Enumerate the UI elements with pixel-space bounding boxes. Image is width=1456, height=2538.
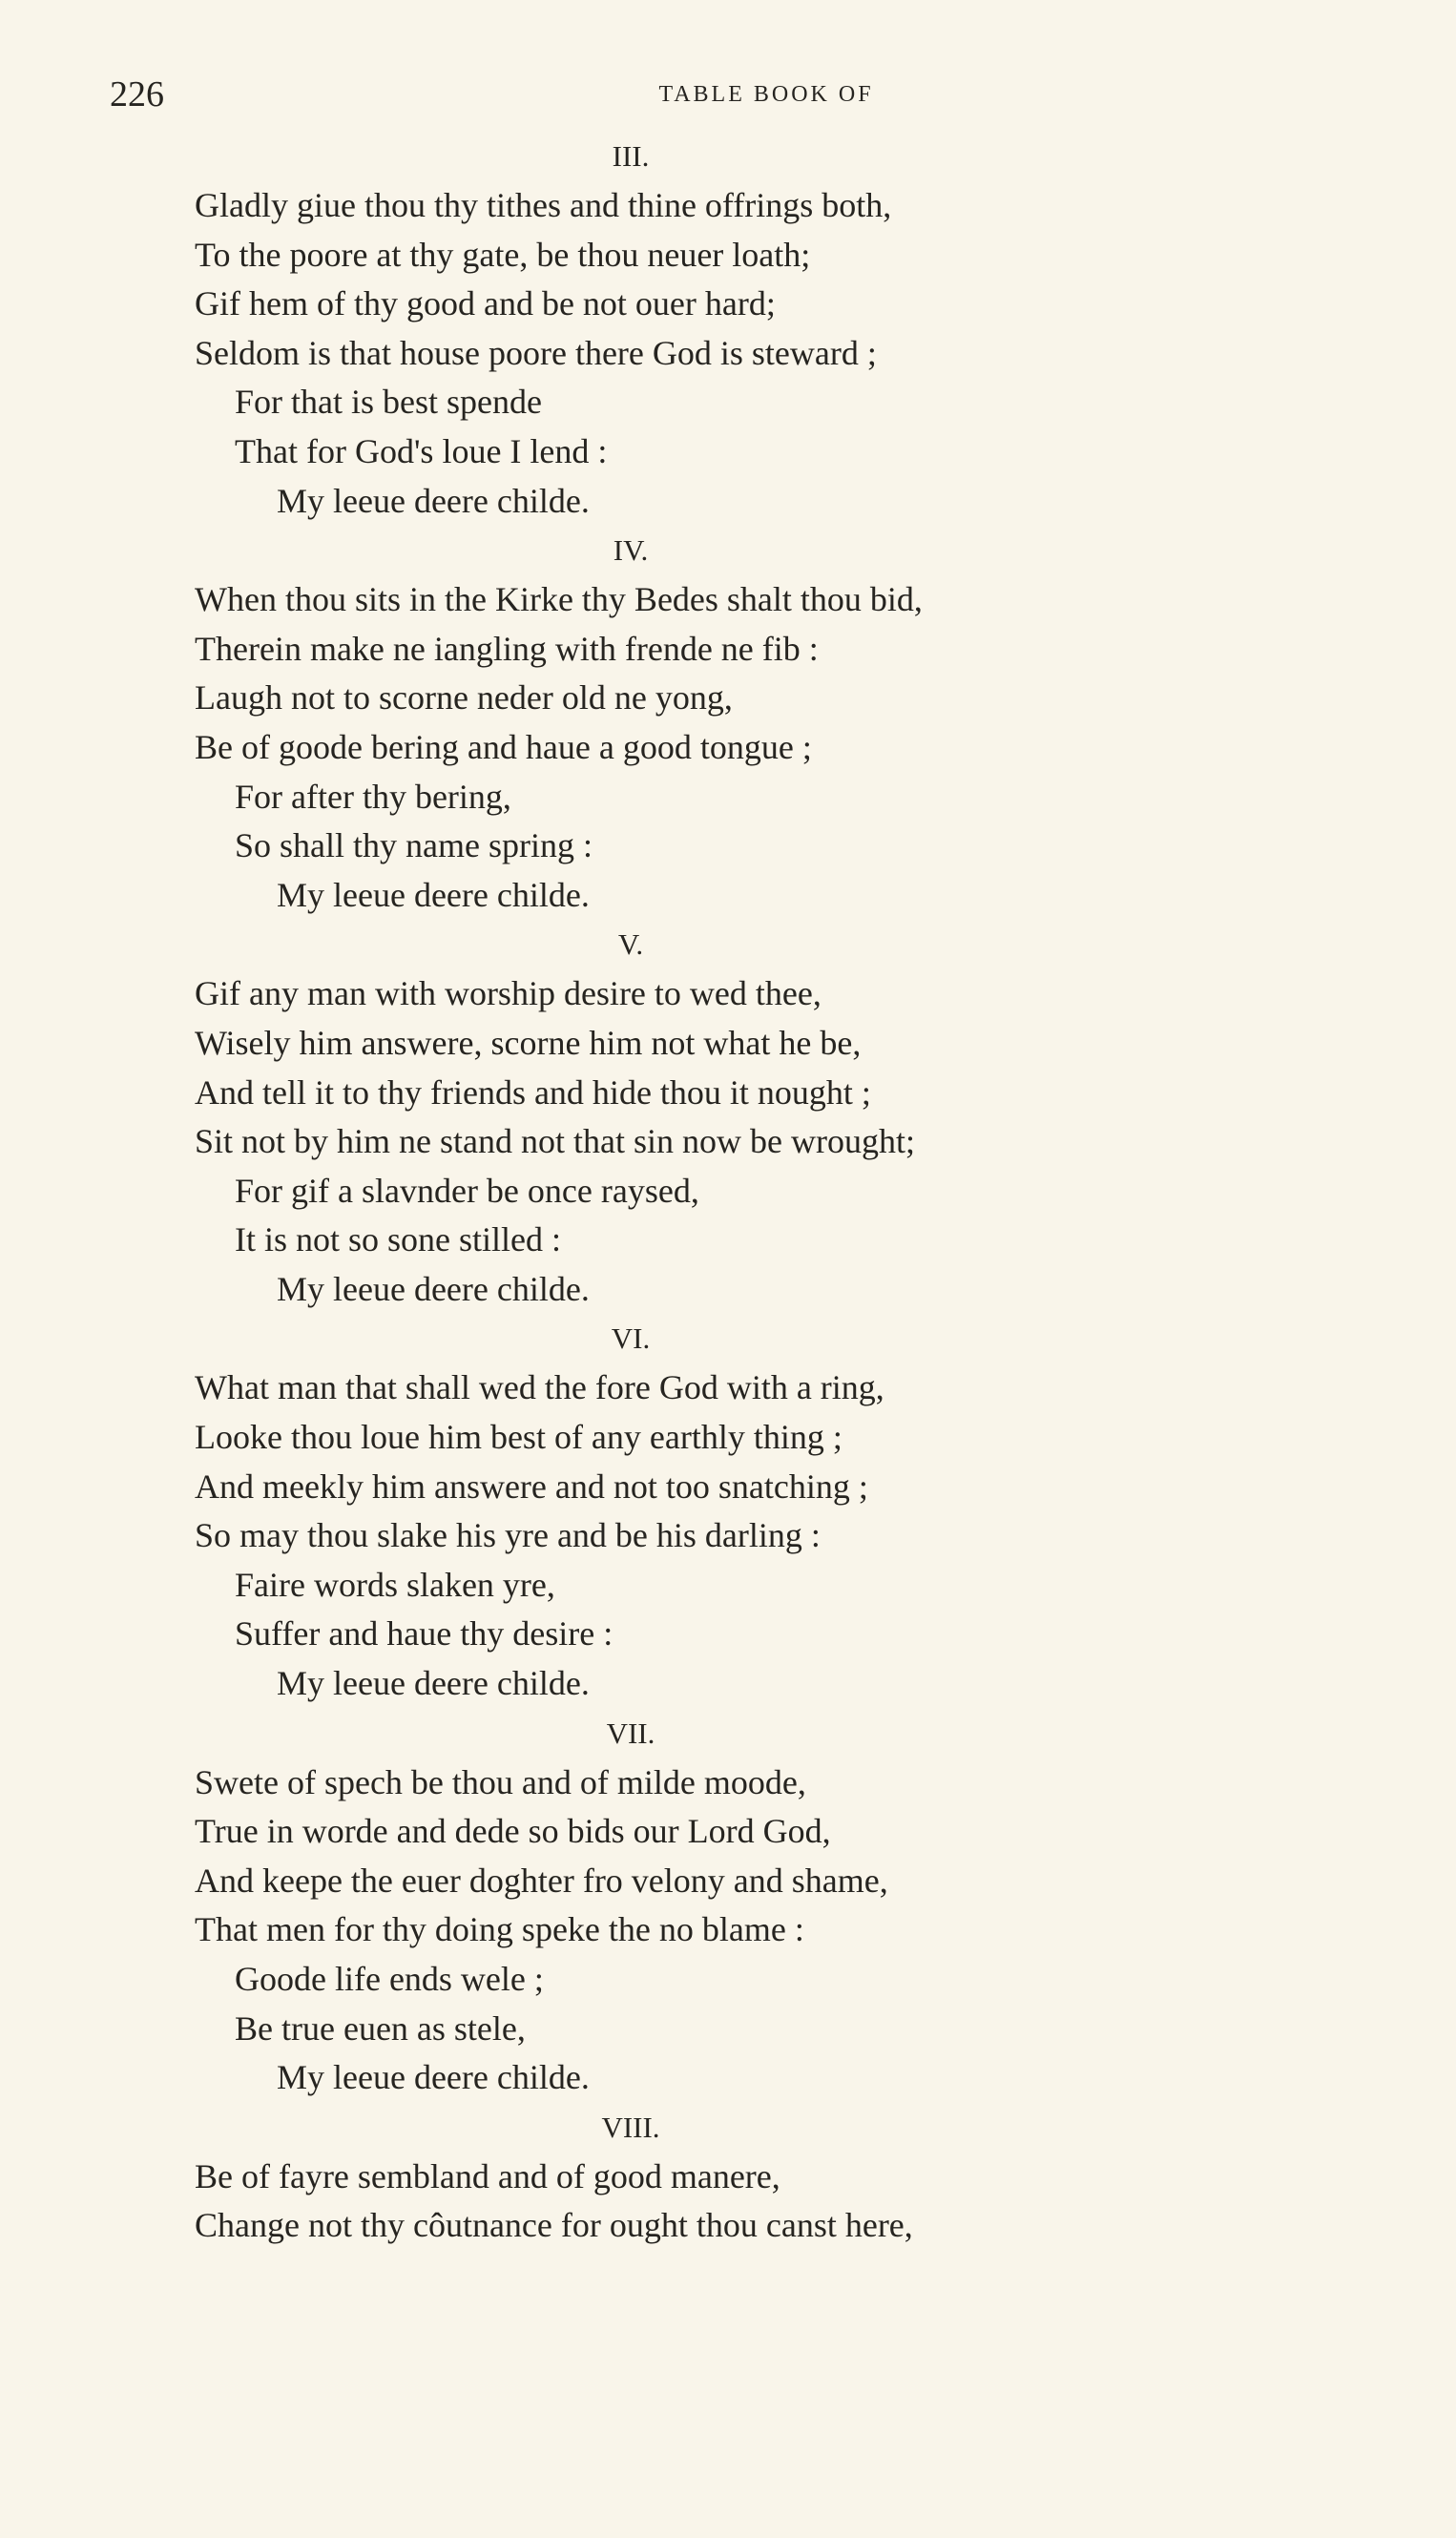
page-number: 226 — [110, 74, 164, 114]
refrain-line: My leeue deere childe. — [277, 2058, 590, 2097]
refrain-line: My leeue deere childe. — [277, 481, 590, 520]
stanza — [195, 1314, 1292, 1708]
stanza — [195, 132, 1292, 526]
verse-line: Be of goode bering and haue a good tongue ; — [195, 727, 812, 766]
verse-line: Laugh not to scorne neder old ne yong, — [195, 678, 733, 718]
stanza-number: VIII. — [601, 2110, 660, 2144]
running-title: TABLE BOOK OF — [658, 82, 874, 107]
stanza-number: VI. — [611, 1321, 651, 1356]
verse-line: And tell it to thy friends and hide thou it nought ; — [195, 1072, 871, 1112]
stanza-number: III. — [612, 139, 650, 173]
stanza — [195, 920, 1292, 1314]
verse-line: And meekly him answere and not too snatching ; — [195, 1467, 868, 1506]
stanza — [195, 2103, 1292, 2251]
verse-line: Looke thou loue him best of any earthly thing ; — [195, 1418, 842, 1457]
verse-line: Be true euen as stele, — [235, 2008, 526, 2048]
verse-line: Seldom is that house poore there God is steward ; — [195, 333, 877, 372]
verse-line: For gif a slavnder be once raysed, — [235, 1171, 699, 1210]
verse-line: Sit not by him ne stand not that sin now be wrought; — [195, 1122, 915, 1161]
stanza-number: VII. — [606, 1716, 655, 1750]
verse-line: Gladly giue thou thy tithes and thine offrings both, — [195, 186, 892, 224]
verse-line: Gif hem of thy good and be not ouer hard; — [195, 284, 776, 323]
verse-line: It is not so sone stilled : — [235, 1220, 561, 1259]
verse-line: To the poore at thy gate, be thou neuer loath; — [195, 235, 811, 274]
verse-line: For that is best spende — [235, 383, 542, 422]
verse-line: That men for thy doing speke the no blame : — [195, 1910, 804, 1949]
refrain-line: My leeue deere childe. — [277, 875, 590, 914]
verse-line: Goode life ends wele ; — [235, 1960, 544, 1998]
stanza-number: V. — [617, 927, 644, 962]
verse-line: Faire words slaken yre, — [235, 1565, 555, 1604]
stanza — [195, 1709, 1292, 2103]
verse-line: What man that shall wed the fore God with a ring, — [195, 1368, 884, 1407]
verse-line: So shall thy name spring : — [235, 826, 593, 865]
verse-line: When thou sits in the Kirke thy Bedes shalt thou bid, — [195, 580, 923, 619]
verse-line: Wisely him answere, scorne him not what he be, — [195, 1023, 862, 1062]
stanza — [195, 526, 1292, 920]
verse-line: Suffer and haue thy desire : — [235, 1614, 614, 1654]
stanza-number: IV. — [613, 533, 649, 568]
page-header — [0, 71, 1456, 128]
verse-line: True in worde and dede so bids our Lord God, — [195, 1812, 831, 1851]
verse-line: And keepe the euer doghter fro velony and shame, — [195, 1861, 888, 1900]
verse-line: Change not thy côutnance for ought thou canst here, — [195, 2206, 913, 2245]
verse-line: For after thy bering, — [235, 777, 511, 816]
verse-line: Be of fayre sembland and of good manere, — [195, 2156, 780, 2195]
poem — [195, 132, 1292, 2251]
refrain-line: My leeue deere childe. — [277, 1664, 590, 1703]
refrain-line: My leeue deere childe. — [277, 1269, 590, 1308]
verse-line: That for God's loue I lend : — [235, 431, 608, 470]
verse-line: Therein make ne iangling with frende ne fib : — [195, 629, 819, 668]
verse-line: So may thou slake his yre and be his darling : — [195, 1516, 821, 1555]
verse-line: Swete of spech be thou and of milde moode, — [195, 1762, 806, 1801]
verse-line: Gif any man with worship desire to wed thee, — [195, 974, 822, 1013]
